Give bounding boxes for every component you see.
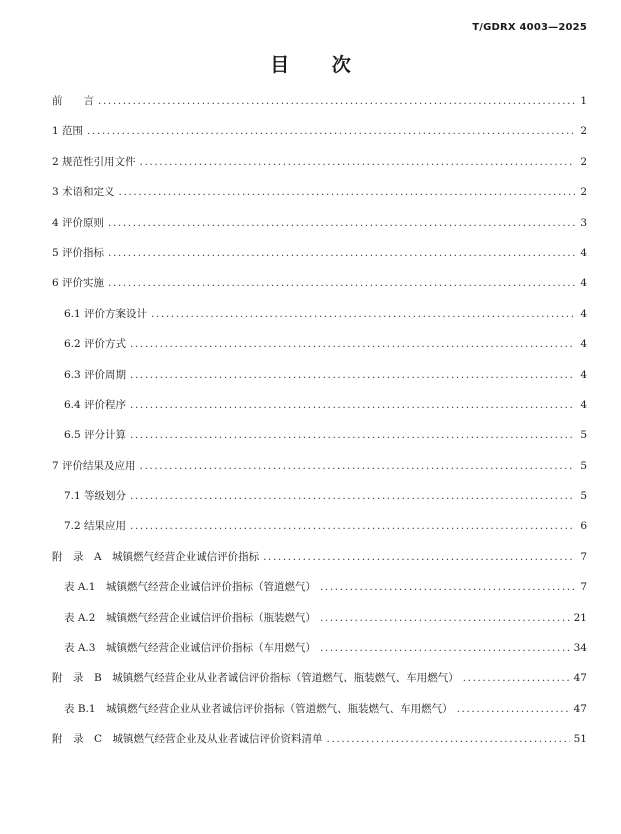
toc-entry-preface[interactable] [52,88,587,118]
toc-entry-label: 附 录 C 城镇燃气经营企业及从业者诚信评价资料清单 [52,733,323,746]
dot-leader [108,240,575,266]
toc-entry-label: 7.2 结果应用 [64,520,127,533]
toc-entry-6-5[interactable] [52,422,587,452]
page-title: 目 次 [270,54,369,76]
dot-leader [130,362,575,388]
toc-entry-page-number: 34 [573,642,587,655]
toc-entry-label: 6.3 评价周期 [64,368,127,381]
dot-leader [327,726,570,752]
toc-entry-6[interactable] [52,270,587,300]
dot-leader [151,301,575,327]
toc-entry-page-number: 2 [580,186,587,199]
toc-entry-page-number: 4 [580,307,587,320]
document-code: T/GDRX 4003—2025 [472,22,587,33]
toc-entry-label: 6.1 评价方案设计 [64,307,148,320]
toc-entry-label: 4 评价原则 [52,216,105,229]
toc-entry-7[interactable] [52,453,587,483]
toc-entry-label: 7.1 等级划分 [64,490,127,503]
toc-entry-page-number: 4 [580,277,587,290]
toc-entry-page-number: 2 [580,155,587,168]
toc-entry-page-number: 21 [573,611,587,624]
toc-entry-appendix-c[interactable] [52,726,587,756]
toc-entry-page-number: 6 [580,520,587,533]
toc-entry-label: 3 术语和定义 [52,186,115,199]
dot-leader [320,605,570,631]
dot-leader [130,513,575,539]
toc-entry-page-number: 47 [573,702,587,715]
toc-entry-table-a-3[interactable] [52,635,587,665]
toc-entry-page-number: 4 [580,398,587,411]
dot-leader [463,665,570,691]
table-of-contents [52,88,587,757]
toc-entry-label: 表 A.1 城镇燃气经营企业诚信评价指标（管道燃气） [64,581,316,594]
toc-entry-6-1[interactable] [52,301,587,331]
toc-entry-page-number: 3 [580,216,587,229]
toc-entry-page-number: 4 [580,368,587,381]
dot-leader [263,544,575,570]
toc-entry-page-number: 4 [580,246,587,259]
toc-entry-table-a-2[interactable] [52,605,587,635]
dot-leader [130,331,575,357]
toc-entry-appendix-b[interactable] [52,665,587,695]
toc-entry-page-number: 7 [580,581,587,594]
toc-entry-5[interactable] [52,240,587,270]
toc-entry-7-2[interactable] [52,513,587,543]
toc-entry-label: 表 A.3 城镇燃气经营企业诚信评价指标（车用燃气） [64,642,316,655]
toc-entry-page-number: 4 [580,338,587,351]
dot-leader [320,635,570,661]
toc-entry-label: 表 A.2 城镇燃气经营企业诚信评价指标（瓶装燃气） [64,611,316,624]
toc-entry-label: 6.5 评分计算 [64,429,127,442]
toc-entry-label: 表 B.1 城镇燃气经营企业从业者诚信评价指标（管道燃气、瓶装燃气、车用燃气） [64,702,453,715]
toc-entry-label: 前 言 [52,95,94,107]
toc-entry-label: 5 评价指标 [52,246,105,259]
dot-leader [130,422,575,448]
dot-leader [320,574,575,600]
toc-entry-page-number: 47 [573,672,587,685]
dot-leader [108,210,575,236]
toc-entry-page-number: 5 [580,429,587,442]
toc-entry-page-number: 7 [580,550,587,563]
dot-leader [87,118,575,144]
toc-entry-page-number: 5 [580,490,587,503]
dot-leader [119,179,575,205]
toc-entry-label: 附 录 B 城镇燃气经营企业从业者诚信评价指标（管道燃气、瓶装燃气、车用燃气） [52,672,459,685]
toc-entry-label: 6 评价实施 [52,277,105,290]
toc-entry-page-number: 2 [580,125,587,138]
toc-entry-4[interactable] [52,210,587,240]
toc-entry-label: 6.4 评价程序 [64,398,127,411]
toc-entry-6-3[interactable] [52,362,587,392]
toc-entry-1[interactable] [52,118,587,148]
toc-entry-2[interactable] [52,149,587,179]
toc-entry-page-number: 5 [580,459,587,472]
toc-entry-6-2[interactable] [52,331,587,361]
toc-entry-7-1[interactable] [52,483,587,513]
dot-leader [130,483,575,509]
dot-leader [457,696,570,722]
toc-entry-appendix-a[interactable] [52,544,587,574]
dot-leader [130,392,575,418]
toc-entry-page-number: 51 [573,733,587,746]
toc-entry-table-a-1[interactable] [52,574,587,604]
toc-entry-label: 附 录 A 城镇燃气经营企业诚信评价指标 [52,550,260,563]
toc-entry-label: 2 规范性引用文件 [52,155,136,168]
dot-leader [140,453,575,479]
dot-leader [98,88,575,114]
dot-leader [108,270,575,296]
toc-entry-page-number: 1 [580,95,587,107]
toc-entry-table-b-1[interactable] [52,696,587,726]
toc-entry-3[interactable] [52,179,587,209]
toc-entry-label: 7 评价结果及应用 [52,459,136,472]
toc-entry-6-4[interactable] [52,392,587,422]
toc-entry-label: 1 范围 [52,125,84,138]
dot-leader [140,149,575,175]
toc-entry-label: 6.2 评价方式 [64,338,127,351]
